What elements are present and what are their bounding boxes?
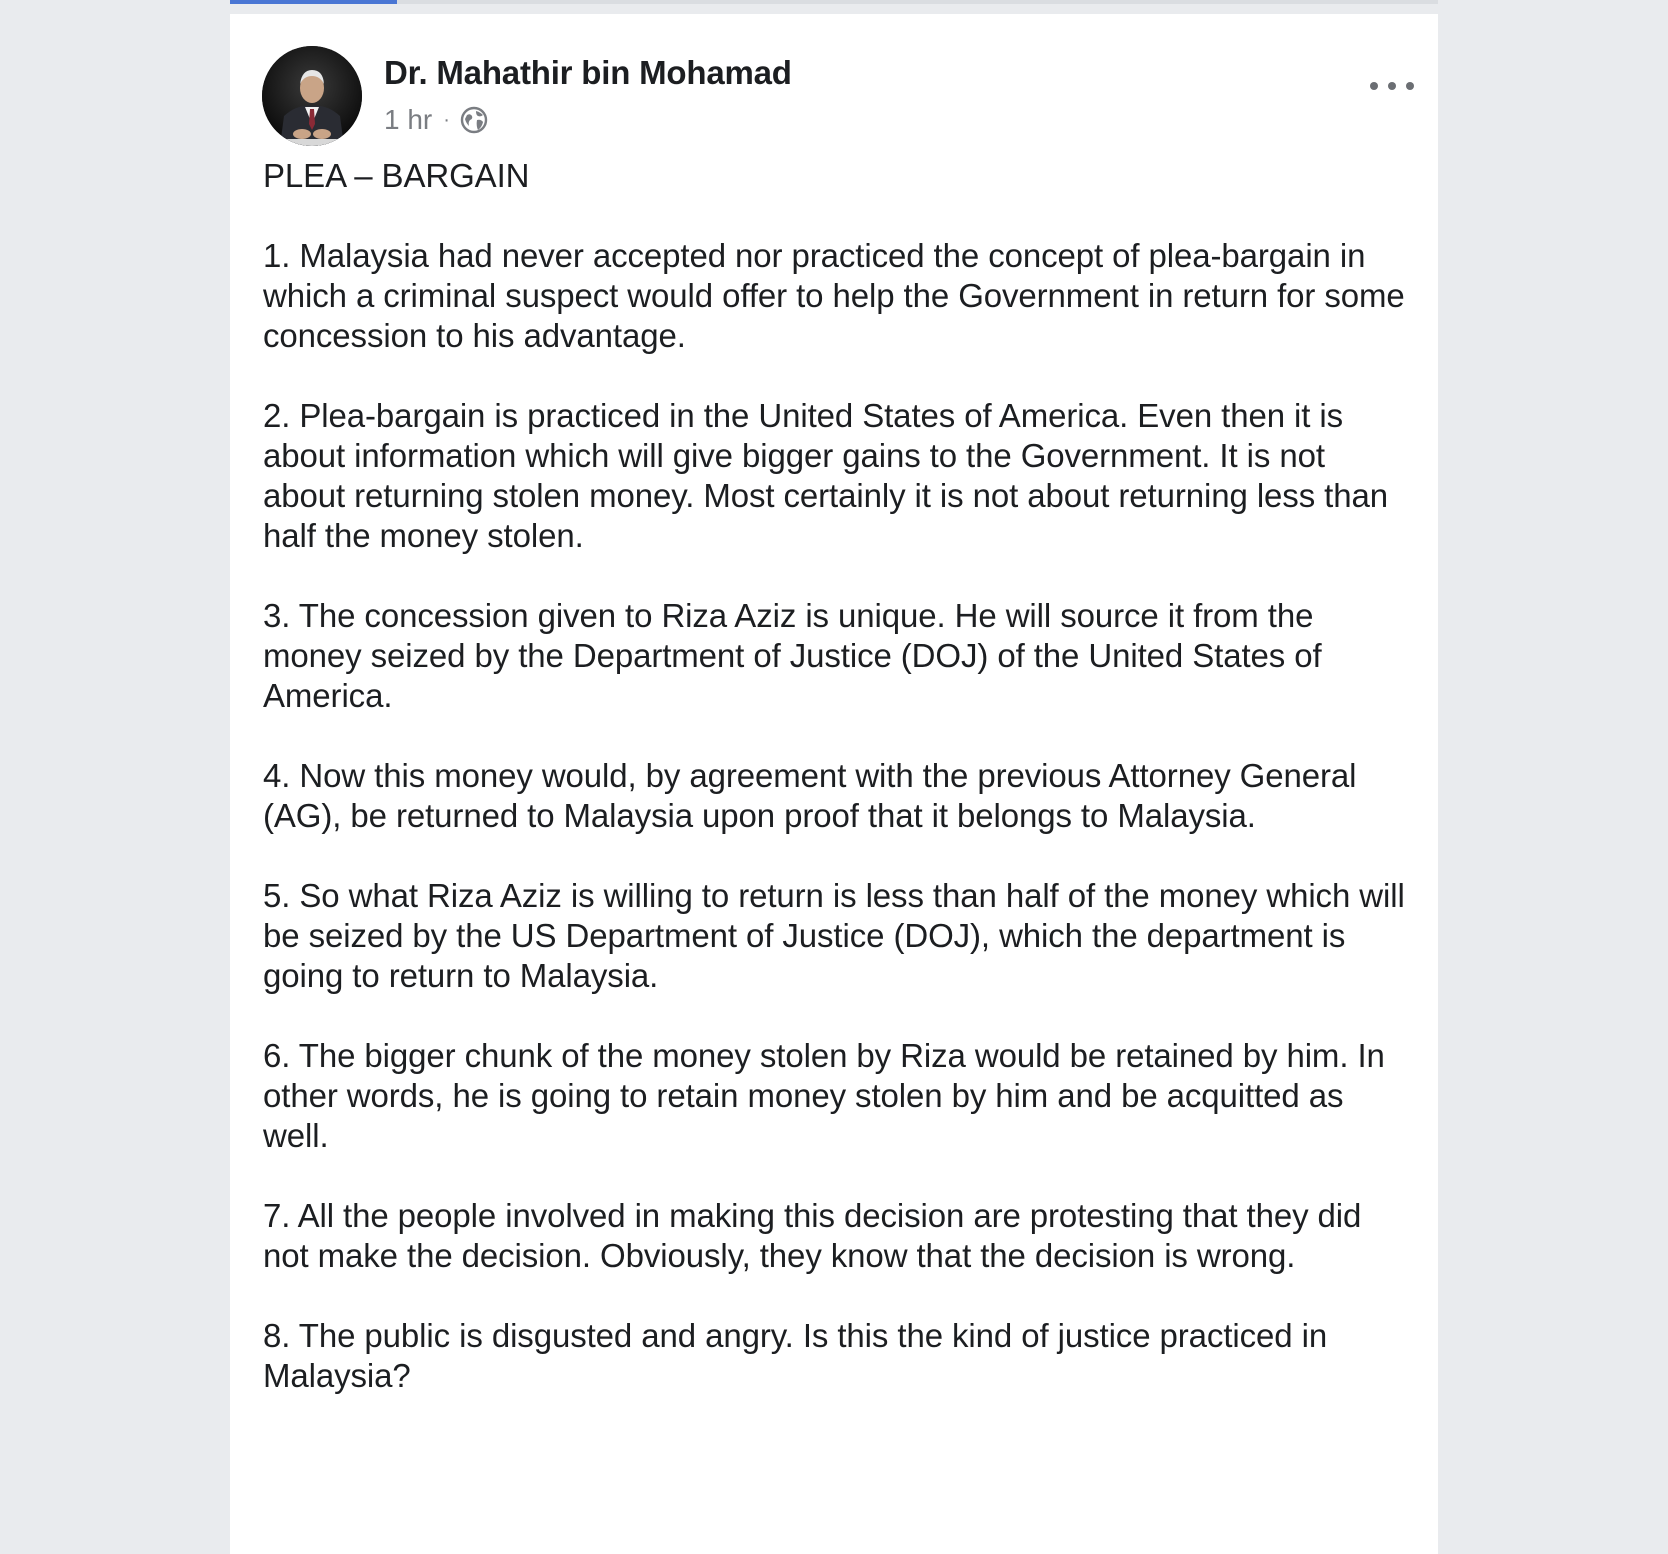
post-paragraph-5: 5. So what Riza Aziz is willing to return is less than half of the money which will be seized by the US Department of Justice (DOJ), which the department is going to return to Malaysia.: [263, 877, 1405, 994]
post-paragraph-8: 8. The public is disgusted and angry. Is this the kind of justice practiced in Malaysia?: [263, 1317, 1328, 1394]
top-tab-strip: [230, 0, 1438, 4]
post-body: [263, 156, 1413, 1436]
author-name[interactable]: Dr. Mahathir bin Mohamad: [384, 54, 792, 91]
post-paragraph-2: 2. Plea-bargain is practiced in the United States of America. Even then it is about information which will give bigger gains to the Government. It is not about returning stolen money. Most certainly it is not about returning less than half the money stolen.: [263, 397, 1389, 554]
post-timestamp[interactable]: 1 hr: [384, 104, 433, 135]
post-paragraph-3: 3. The concession given to Riza Aziz is unique. He will source it from the money seized by the Department of Justice (DOJ) of the United States of America.: [263, 597, 1322, 714]
avatar[interactable]: [262, 46, 362, 146]
more-options-icon-dot: [1388, 82, 1396, 90]
post-card: [230, 14, 1438, 1554]
active-tab-indicator: [230, 0, 397, 4]
post-paragraph-1: 1. Malaysia had never accepted nor practiced the concept of plea-bargain in which a criminal suspect would offer to help the Government in return for some concession to his advantage.: [263, 237, 1405, 354]
post-meta: [384, 100, 489, 140]
post-title: PLEA – BARGAIN: [263, 157, 530, 194]
post-paragraph-6: 6. The bigger chunk of the money stolen by Riza would be retained by him. In other words, he is going to retain money stolen by him and be acquitted as well.: [263, 1037, 1385, 1154]
post-header: [230, 14, 1438, 154]
post-paragraph-4: 4. Now this money would, by agreement with the previous Attorney General (AG), be returned to Malaysia upon proof that it belongs to Malaysia.: [263, 757, 1357, 834]
avatar-image: [262, 46, 362, 146]
more-options-icon: [1370, 82, 1378, 90]
meta-separator: ·: [443, 108, 450, 131]
globe-icon[interactable]: [459, 105, 489, 135]
more-options-icon-dot: [1406, 82, 1414, 90]
post-paragraph-7: 7. All the people involved in making this decision are protesting that they did not make the decision. Obviously, they know that the decision is wrong.: [263, 1197, 1362, 1274]
more-options-button[interactable]: [1370, 70, 1414, 102]
